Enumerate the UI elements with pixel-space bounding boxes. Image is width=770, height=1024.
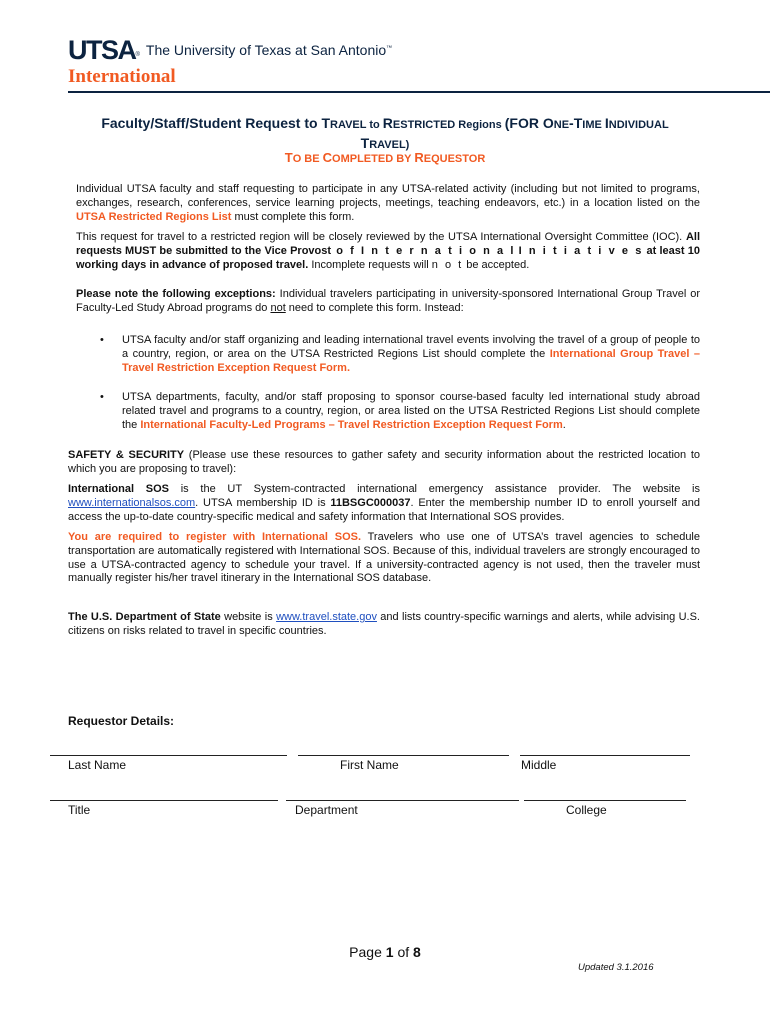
exception-bullet-2: • UTSA departments, faculty, and/or staff proposing to sponsor course-based faculty led international study abroad related travel and programs to a country, region, or area listed on the UTSA Restricted Regions List should complete the International Faculty-Led Programs – Travel Restriction Exception Request Form. xyxy=(100,391,700,431)
last-name-field[interactable] xyxy=(50,755,287,756)
state-department-paragraph: The U.S. Department of State website is www.travel.state.gov and lists country-specific warnings and alerts, while advising U.S. citizens on risks related to travel in specific countries. xyxy=(68,611,700,637)
page-number: Page 1 of 8 xyxy=(349,944,421,960)
last-name-label: Last Name xyxy=(68,758,127,772)
safety-paragraph: SAFETY & SECURITY (Please use these resources to gather safety and security information about the restricted location to which you are proposing to travel): xyxy=(68,449,700,475)
logo-registered: ® xyxy=(135,52,140,58)
first-name-field[interactable] xyxy=(298,755,509,756)
department-field[interactable] xyxy=(286,800,519,801)
department-name: International xyxy=(68,66,176,87)
logo-mark: UTSA xyxy=(68,35,136,65)
department-label: Department xyxy=(295,803,358,817)
intro-paragraph-1: Individual UTSA faculty and staff requesting to participate in any UTSA-related activity (including but not limited to programs, exchanges, research, conferences, service learning projects, meetings, teaching endeavors, etc.) in a location listed on the UTSA Restricted Regions List must complete this form. xyxy=(76,183,700,223)
utsa-logo xyxy=(68,36,392,64)
middle-name-label: Middle xyxy=(521,758,557,772)
updated-date: Updated 3.1.2016 xyxy=(578,962,654,973)
group-travel-form-link[interactable]: International Group Travel – Travel Restriction Exception Request Form. xyxy=(122,347,700,374)
sos-paragraph: International SOS is the UT System-contracted international emergency assistance provider. The website is www.internationalsos.com. UTSA membership ID is 11BSGC000037. Enter the membership number ID to enroll yourself and access the up-to-date country-specific medical and safety information that International SOS provides. xyxy=(68,483,700,523)
header-divider xyxy=(68,91,770,93)
register-paragraph: You are required to register with International SOS. Travelers who use one of UTSA’s travel agencies to schedule transportation are automatically registered with International SOS. Because of this, individual travelers are strongly encouraged to use a UTSA-contracted agency to schedule your travel. If a university-contracted agency is not used, then the traveler must manually register his/her travel itinerary in the International SOS database. xyxy=(68,531,700,585)
exception-bullet-1: • UTSA faculty and/or staff organizing and leading international travel events involving the travel of a group of people to a country, region, or area on the UTSA Restricted Regions List should complete the International Group Travel – Travel Restriction Exception Request Form. xyxy=(100,334,700,374)
college-field[interactable] xyxy=(524,800,686,801)
university-name: The University of Texas at San Antonio™ xyxy=(145,42,393,58)
page-title: Faculty/Staff/Student Request to TRAVEL to RESTRICTED Regions (FOR ONE-TIME INDIVIDUAL TRAVEL) xyxy=(101,115,669,151)
restricted-regions-link[interactable]: UTSA Restricted Regions List xyxy=(76,210,232,223)
page-subtitle: TO BE COMPLETED BY REQUESTOR xyxy=(284,150,486,165)
title-label: Title xyxy=(68,803,91,817)
faculty-led-form-link[interactable]: International Faculty-Led Programs – Travel Restriction Exception Request Form xyxy=(140,418,563,431)
middle-name-field[interactable] xyxy=(520,755,690,756)
college-label: College xyxy=(566,803,607,817)
exceptions-paragraph: Please note the following exceptions: Individual travelers participating in university-sponsored International Group Travel or Faculty-Led Study Abroad programs do not need to complete this form. Instead: xyxy=(76,288,700,314)
travel-state-gov-link[interactable]: www.travel.state.gov xyxy=(276,611,377,623)
intro-paragraph-2: This request for travel to a restricted region will be closely reviewed by the UTSA International Oversight Committee (IOC). All requests MUST be submitted to the Vice Provost o f I n t e r n a t i o n a l I n i t i a t i v e s at least 10 working days in advance of proposed travel. Incomplete requests will n o t be accepted. xyxy=(76,231,700,271)
first-name-label: First Name xyxy=(340,758,399,772)
requestor-heading: Requestor Details: xyxy=(68,714,175,728)
title-field[interactable] xyxy=(50,800,278,801)
internationalsos-link[interactable]: www.internationalsos.com xyxy=(68,496,196,509)
